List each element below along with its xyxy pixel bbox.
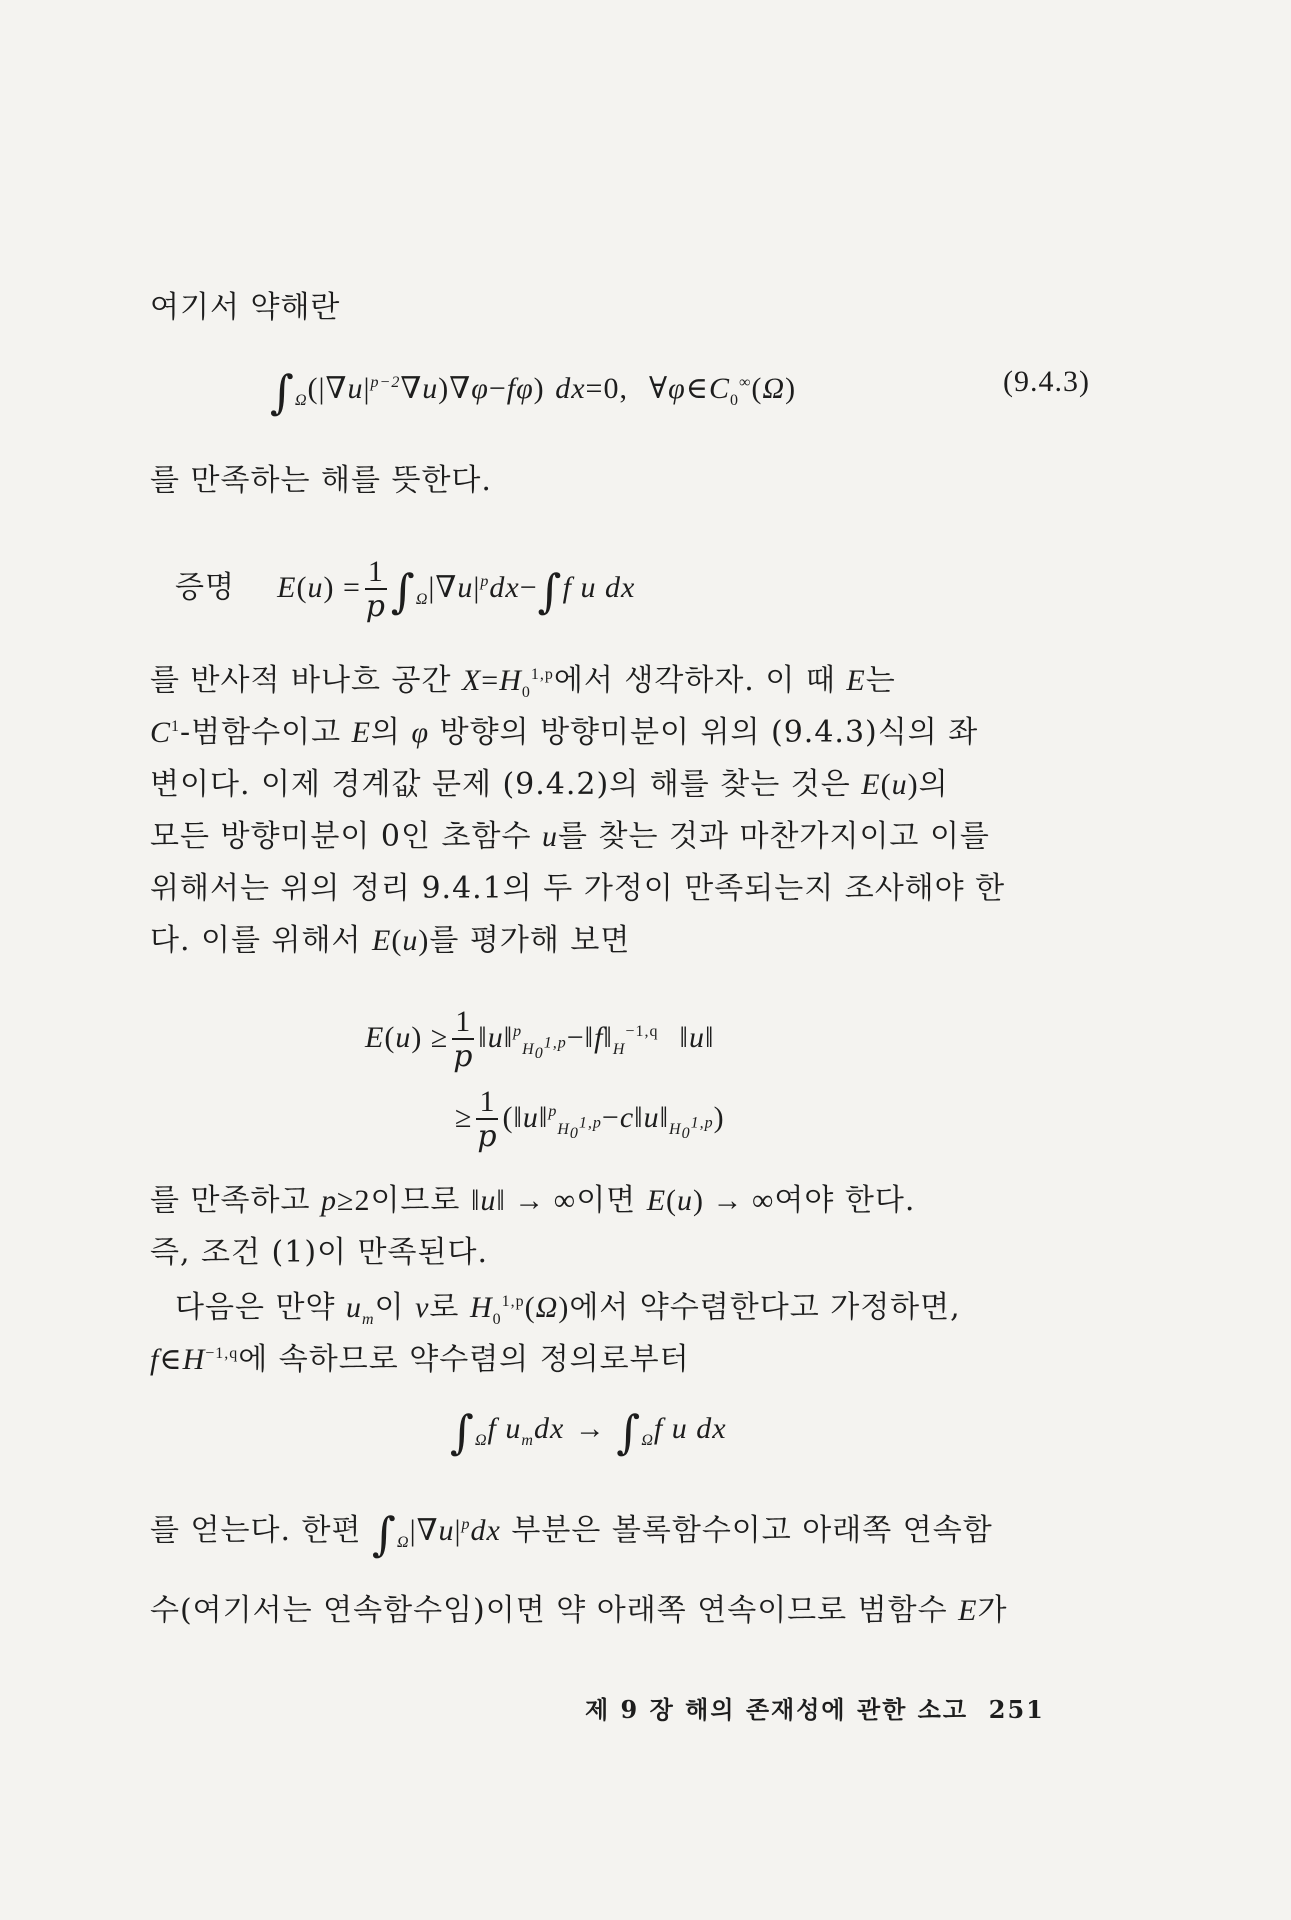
body-line-6: $C^1-$범함수이고 E의 φ 방향의 방향미분이 위의 (9.4.3)식의 좌: [150, 715, 979, 750]
intro-line: 여기서 약해란: [150, 290, 341, 325]
proof-label: 증명: [175, 570, 235, 605]
page-number: 251: [988, 1695, 1045, 1724]
body-line-10: 다. 이를 위해서 E(u)를 평가해 보면: [150, 923, 631, 958]
body-line-18: 를 얻는다. 한편 $\int_\Omega|\nabla u|^pdx$ 부분은 볼록함수이고 아래쪽 연속함: [150, 1507, 993, 1561]
equation-number: (9.4.3): [1003, 365, 1090, 398]
body-line-7: 변이다. 이제 경계값 문제 (9.4.2)의 해를 찾는 것은 E(u)의: [150, 767, 949, 802]
body-line-13: 를 만족하고 p≥2이므로 ‖u‖ → ∞이면 E(u) → ∞여야 한다.: [150, 1183, 916, 1218]
chapter-title: 제 9 장 해의 존재성에 관한 소고: [585, 1695, 969, 1724]
proof-equation: 증명 E(u) = $\frac{1}{p}$ $\int_\Omega|\nabla u|^pdx-\int f$ u dx: [175, 555, 636, 624]
convergence-equation: $\int_\Omega f$ $u_mdx \to \int_\Omega f$ u dx: [450, 1405, 727, 1459]
body-line-3: 를 만족하는 해를 뜻한다.: [150, 463, 492, 498]
body-line-15: 다음은 만약 $u_m$이 v로 $H_0^{1,p}(\Omega)$에서 약수렴한다고 가정하면,: [175, 1290, 961, 1328]
body-line-9: 위해서는 위의 정리 9.4.1의 두 가정이 만족되는지 조사해야 한: [150, 871, 1006, 906]
page-footer: [585, 1690, 1045, 1725]
inequality-line-1: E(u) ≥ $\frac{1}{p}$ $‖u‖^p_{H_0^{1,p}}-‖f‖_H^{-1,q}$ ‖u‖: [365, 1005, 715, 1074]
body-line-16: $f\in H^{-1,q}$에 속하므로 약수렴의 정의로부터: [150, 1342, 690, 1377]
integral-sign: ∫: [270, 365, 295, 419]
body-line-5: 를 반사적 바나흐 공간 $X=H_0^{1,p}$에서 생각하자. 이 때 E는: [150, 663, 896, 701]
body-line-14: 즉, 조건 (1)이 만족된다.: [150, 1235, 489, 1270]
equation-9-4-3: $\int_\Omega(|\nabla u|^{p-2}\nabla u)\nabla\varphi-f\varphi$) dx=0, $\forall\varphi\in C_0^\infty(\Omega)$ (9.4.3): [270, 365, 1090, 419]
body-line-19: 수(여기서는 연속함수임)이면 약 아래쪽 연속이므로 범함수 E가: [150, 1593, 1008, 1628]
inequality-line-2: ≥ $\frac{1}{p}$ $(‖u‖^p_{H_0^{1,p}}-c‖u‖_{H_0^{1,p}})$: [455, 1085, 725, 1154]
body-line-8: 모든 방향미분이 0인 초함수 u를 찾는 것과 마찬가지이고 이를: [150, 819, 990, 854]
